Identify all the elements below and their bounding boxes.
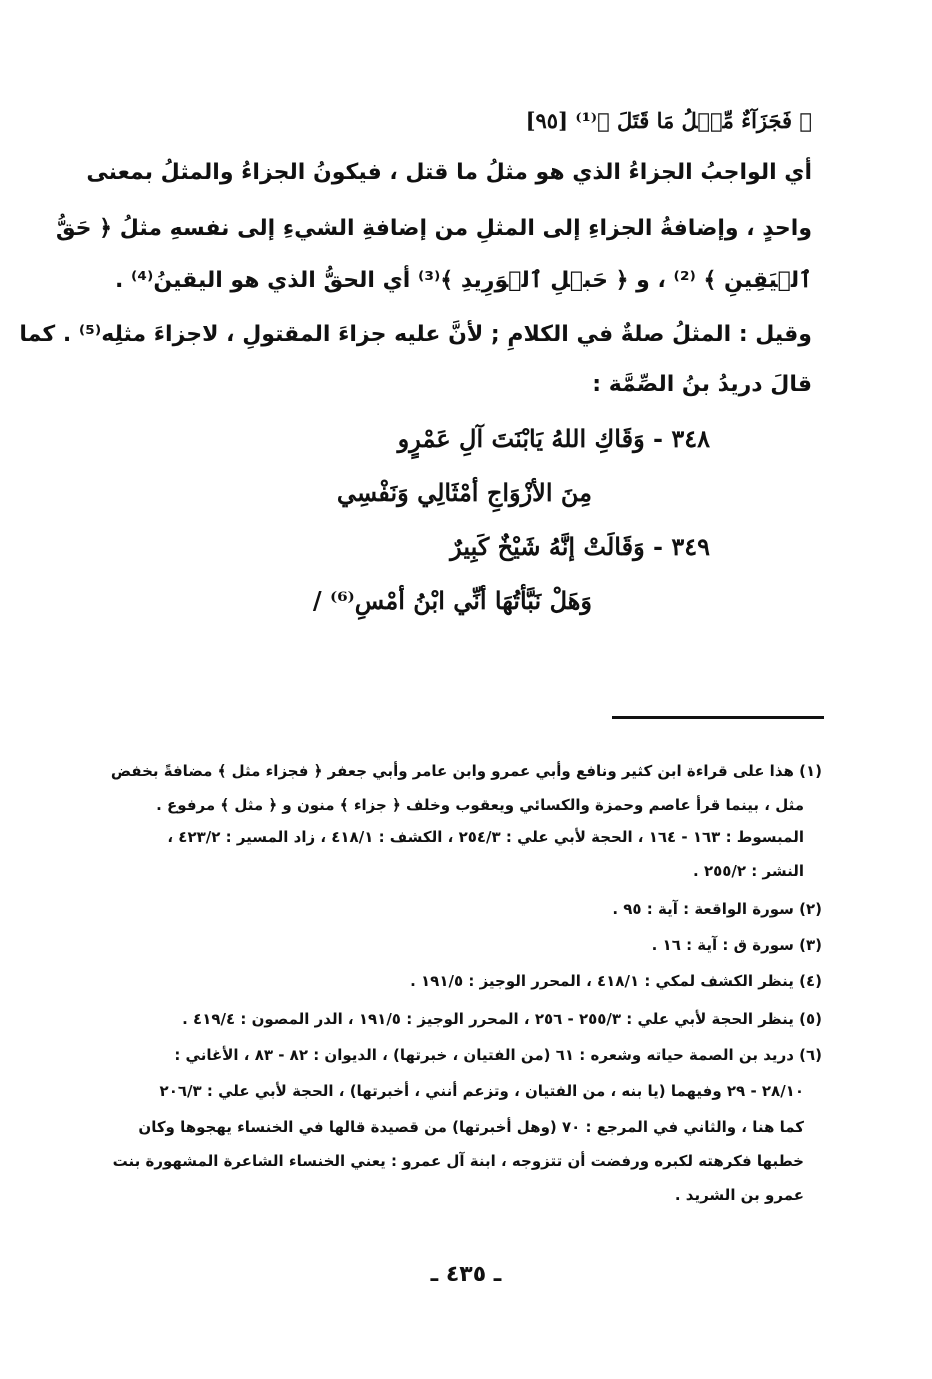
footnote-6-line-1: (٦) دريد بن الصمة حياته وشعره : ٦١ (من الفتيان ، خبرتها) ، الديوان : ٨٢ - ٨٣ ، الأغاني : (174, 1046, 822, 1064)
footnote-3: (٣) سورة ق : آية : ١٦ . (651, 936, 822, 954)
body-line-1: أي الواجبُ الجزاءُ الذي هو مثلُ ما قتل ، فيكونُ الجزاءُ والمثلُ بمعنى (86, 160, 812, 185)
footnote-1-line-2: مثل ، بينما قرأ عاصم وحمزة والكسائي ويعقوب وخلف ﴿ جزاء ﴾ منون و ﴿ مثل ﴾ مرفوع . (156, 796, 804, 814)
footnote-6-line-4: خطبها فكرهته لكبره ورفضت أن تتزوجه ، ابنة آل عمرو : يعني الخنساء الشاعرة المشهورة بنت (112, 1152, 804, 1170)
footnote-separator (612, 716, 824, 719)
footnote-1-line-4: النشر : ٢٥٥/٢ . (693, 862, 804, 880)
footnote-4: (٤) ينظر الكشف لمكي : ٤١٨/١ ، المحرر الوجيز : ١٩١/٥ . (410, 972, 822, 990)
poem-verse-349-first: ٣٤٩ - وَقَالَتْ إنَّهُ شَيْخٌ كَبِيرٌ (450, 532, 710, 561)
footnote-2: (٢) سورة الواقعة : آية : ٩٥ . (612, 900, 822, 918)
footnote-1-line-1: (١) هذا على قراءة ابن كثير ونافع وأبي عمرو وابن عامر وأبي جعفر ﴿ فجزاء مثل ﴾ مضافةً بخفض (110, 762, 822, 780)
poem-verse-348-second: مِنَ الأزْوَاجِ أمْثَالِي وَنَفْسِي (336, 478, 592, 507)
page-number: ـ ٤٣٥ ـ (430, 1262, 502, 1287)
body-line-4: وقيل : المثلُ صلةٌ في الكلامِ ; لأنَّ عليه جزاءَ المقتولِ ، لاجزاءَ مثلِه⁽⁵⁾ . كما (19, 322, 812, 347)
footnote-5: (٥) ينظر الحجة لأبي علي : ٢٥٥/٣ - ٢٥٦ ، المحرر الوجيز : ١٩١/٥ ، الدر المصون : ٤١٩/٤ . (182, 1010, 822, 1028)
quran-verse-heading: ﴿ فَجَزَآءٌ مِّثۡلُ مَا قَتَلَ ﴾⁽¹⁾ [٩٥] (525, 108, 812, 133)
body-line-2: واحدٍ ، وإضافةُ الجزاءِ إلى المثلِ من إضافةِ الشيءِ إلى نفسهِ مثلُ ﴿ حَقُّ (55, 216, 812, 241)
footnote-1-line-3: المبسوط : ١٦٣ - ١٦٤ ، الحجة لأبي علي : ٢٥٤/٣ ، الكشف : ٤١٨/١ ، زاد المسير : ٤٢٣/٢ ، (167, 828, 804, 846)
body-line-3: ٱلۡيَقِينِ ﴾ ⁽²⁾ ، و ﴿ حَبۡلِ ٱلۡوَرِيدِ ﴾⁽³⁾ أي الحقُّ الذي هو اليقينُ⁽⁴⁾ . (115, 268, 812, 293)
footnote-6-line-5: عمرو بن الشريد . (674, 1186, 804, 1204)
poem-verse-348-first: ٣٤٨ - وَقَاكِ اللهُ يَابْنَتَ آلِ عَمْرٍو (397, 424, 710, 453)
footnote-6-line-2: ٢٨/١٠ - ٢٩ وفيهما (يا بنه ، من الفتيان ، وتزعم أنني ، أخبرتها) ، الحجة لأبي علي : ٢٠٦/٣ (159, 1082, 804, 1100)
body-line-5: قالَ دريدُ بنُ الصِّمَّة : (592, 372, 812, 397)
poem-verse-349-second: وَهَلْ نَبَّأتُهَا أنِّي ابْنُ أمْسِ⁽⁶⁾ / (312, 586, 592, 615)
footnote-6-line-3: كما هنا ، والثاني في المرجع : ٧٠ (وهل أخبرتها) من قصيدة قالها في الخنساء يهجوها وكان (138, 1118, 804, 1136)
